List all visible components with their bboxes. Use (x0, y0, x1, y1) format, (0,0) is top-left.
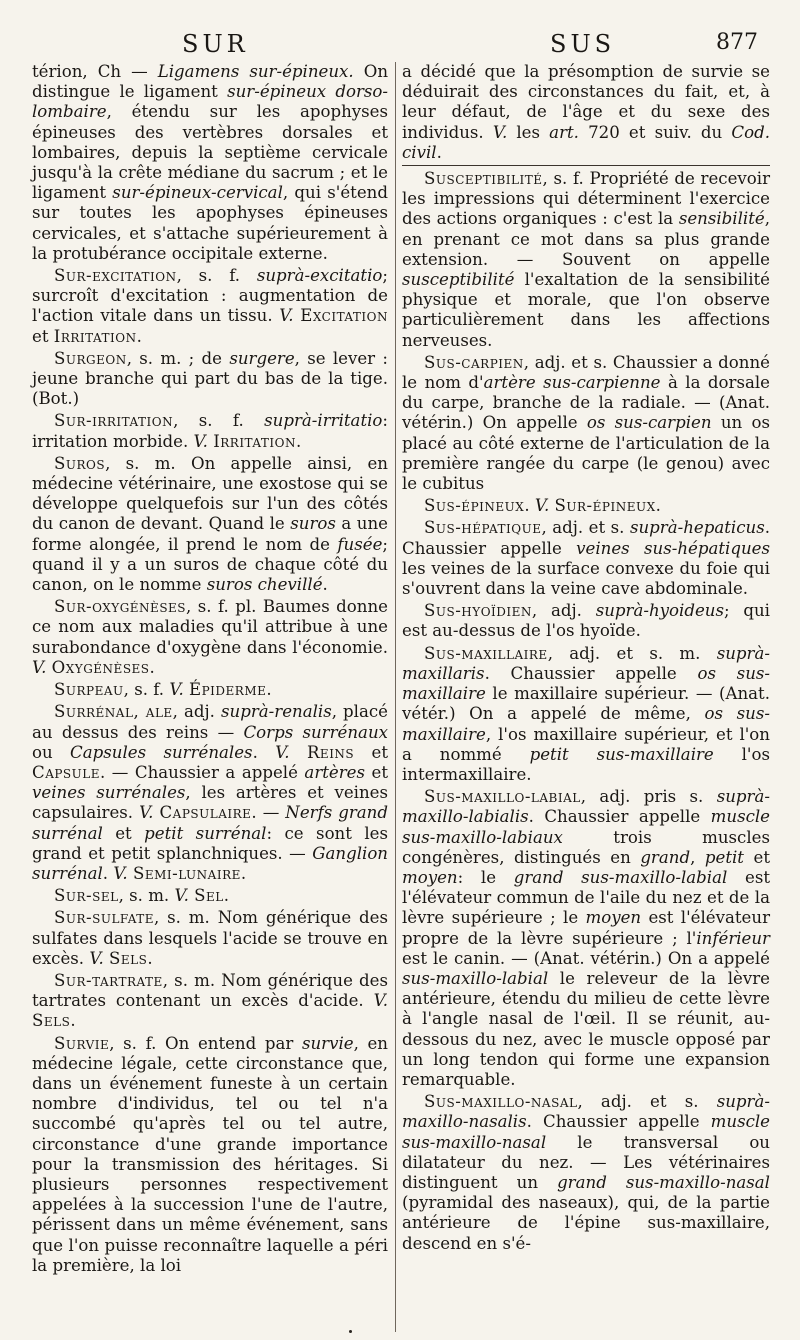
entry-headword: Irritation (213, 431, 296, 451)
italic-term: V. (534, 496, 550, 516)
dictionary-entry (402, 787, 770, 1090)
entry-headword: Sur-sel (54, 886, 119, 906)
entry-headword: Surgeon (54, 348, 127, 368)
entry-headword: Sus-hépatique (424, 518, 542, 538)
entry-text: , s. f. pl. Baumes donne ce nom aux maladies qu'il attribue à une surabondance d'oxygène dans l'économie. (32, 597, 388, 657)
entry-text: , en prenant ce mot dans sa plus grande extension. — Souvent on appelle (402, 209, 770, 269)
italic-term: V. (169, 680, 184, 700)
entry-text: et (32, 326, 54, 346)
entry-text: , s. m. On appelle ainsi, en médecine vétérinaire, une exostose qui se développe quelquefois sur l'un des côtés du canon de devant. Quand le (32, 453, 388, 534)
running-header (0, 30, 800, 60)
entry-text: . (136, 326, 142, 346)
right-column (402, 62, 770, 1256)
entry-text: . (655, 496, 661, 516)
entry-headword: Capsule (32, 762, 100, 782)
italic-term: artère sus-carpienne (483, 373, 661, 393)
dictionary-entry (32, 597, 388, 678)
italic-term: suprà-maxillaris (402, 643, 770, 683)
entry-headword: Épiderme (189, 680, 267, 700)
italic-term: Ligamens sur-épineux. (157, 62, 354, 81)
italic-term: V. (492, 122, 508, 142)
entry-text: , qui s'étend sur toutes les apophyses épineuses cervicales, et s'attache supérieurement à la protubérance occipitale externe. (32, 183, 388, 263)
entry-text: , s. f. Propriété de recevoir les impressions qui déterminent l'exercice des actions organiques : c'est la (402, 169, 770, 229)
entry-text: : le (457, 867, 514, 887)
header-left-word: SUR (182, 30, 249, 58)
entry-text: ; surcroît d'excitation : augmentation de l'action vitale dans un tissu. (32, 266, 388, 326)
entry-headword: Sur-tartrate (54, 970, 163, 990)
dictionary-entry (402, 169, 770, 351)
entry-headword: Sur-excitation (54, 266, 177, 286)
entry-text: . — Chaussier a appelé (100, 762, 305, 782)
entry-text: et (102, 823, 145, 843)
italic-term: grand sus-maxillo-nasal (557, 1172, 770, 1192)
italic-term: suros chevillé (206, 575, 323, 595)
entry-text: et (354, 742, 389, 762)
italic-term: muscle sus-maxillo-labiaux (402, 807, 770, 847)
italic-term: suprà-hyoideus (595, 601, 724, 621)
entry-text: . Chaussier appelle (526, 1112, 711, 1132)
entry-headword: Excitation (300, 306, 389, 326)
entry-headword: Survie (54, 1033, 110, 1053)
italic-term: moyen (585, 908, 642, 928)
entry-text: , s. f. (173, 411, 265, 431)
entry-text: , s. f. (176, 266, 257, 286)
italic-term: artères (304, 762, 366, 782)
entry-text: le transversal ou dilatateur du nez. — Les vétérinaires distinguent un (402, 1132, 770, 1192)
entry-headword: Sur-oxygénèses (54, 597, 187, 617)
italic-term: Corps surrénaux (243, 722, 388, 742)
entry-text: les (507, 122, 550, 142)
entry-headword: Sus-maxillo-nasal (424, 1092, 578, 1112)
dictionary-entry (402, 1092, 770, 1254)
entry-headword: Sur-irritation (54, 411, 174, 431)
entry-text: , s. m. (118, 886, 175, 906)
entry-headword: Sus-maxillaire (424, 643, 548, 663)
italic-term: suprà-hepaticus (629, 518, 765, 538)
entry-text: , adj. (531, 601, 596, 621)
italic-term: inférieur (696, 928, 770, 948)
entry-headword: Sus-carpien (424, 352, 524, 372)
dictionary-entry (32, 908, 388, 969)
italic-term: V. (89, 948, 104, 968)
italic-term: suprà-excitatio (256, 266, 383, 286)
entry-text: . (266, 680, 272, 700)
italic-term: suros (290, 514, 336, 534)
entry-text: ou (32, 742, 71, 762)
entry-text: . (102, 863, 114, 883)
entry-headword: Capsulaire (159, 803, 252, 823)
entry-text: (pyramidal des naseaux), qui, de la partie antérieure de l'épine sus-maxillaire, descend en s'é- (402, 1193, 770, 1253)
entry-text: : ce sont les grand et petit splanchniques. — (32, 823, 388, 863)
italic-term: veines sus-hépatiques (576, 538, 770, 558)
entry-text: le releveur de la lèvre antérieure, étendu du milieu de cette lèvre à l'angle nasal de l'œil. Il se réunit, au-dessous du nez, avec le muscle opposé par un long tendon qui forme une expansion remarquable. (402, 968, 770, 1089)
entry-separator-rule (402, 165, 770, 166)
entry-text: , adj. et s. m. (547, 643, 717, 663)
italic-term: sus-maxillo-labial (402, 968, 549, 988)
italic-term: V. (193, 431, 208, 451)
dictionary-entry (402, 353, 770, 494)
entry-text: est le canin. — (Anat. vétérin.) On a appelé (402, 948, 770, 968)
italic-term: petit (704, 847, 744, 867)
italic-term: suprà-renalis (221, 702, 332, 722)
entry-text: trois muscles congénères, distingués en (402, 827, 770, 867)
italic-term: suprà-maxillo-nasalis (402, 1092, 770, 1132)
entry-text: . (524, 496, 535, 516)
dictionary-entry (32, 680, 388, 700)
dictionary-entry (32, 702, 388, 884)
italic-term: petit surrénal (144, 823, 267, 843)
dictionary-entry (32, 971, 388, 1032)
italic-term: grand sus-maxillo-labial (513, 867, 728, 887)
entry-text: les veines de la surface convexe du foie qui s'ouvrent dans la veine cave abdominale. (402, 558, 770, 599)
entry-text: ; qui est au-dessus de l'os hyoïde. (402, 601, 770, 641)
dictionary-entry (402, 601, 770, 641)
column-divider (395, 62, 396, 1332)
entry-text: est l'élévateur commun de l'aile du nez et de la lèvre supérieure ; le (402, 867, 770, 928)
italic-term: V. (113, 863, 128, 883)
entry-headword: Sur-sulfate (54, 908, 154, 928)
entry-text: . Chaussier appelle (402, 518, 770, 558)
entry-text: . (436, 142, 442, 162)
entry-text: et (743, 847, 770, 867)
dictionary-entry (402, 62, 770, 163)
italic-term: sur-épineux-cervical (112, 183, 283, 203)
entry-headword: Surpeau (54, 680, 124, 700)
entry-text: ; quand il y a un suros de chaque côté du canon, on le nomme (32, 534, 388, 595)
page-number: 877 (716, 30, 758, 55)
entry-text: térion, Ch — (32, 62, 158, 81)
italic-term: V. (139, 803, 154, 823)
entry-text: , s. m. Nom générique des sulfates dans lesquels l'acide se trouve en excès. (32, 908, 388, 968)
entry-headword: Sels (32, 1011, 71, 1031)
italic-term: Ganglion surrénal (32, 843, 388, 883)
entry-text: , les artères et veines capsulaires. (32, 783, 388, 823)
header-right-word: SUS (550, 30, 616, 58)
entry-text: . (322, 575, 328, 595)
italic-term: veines surrénales (32, 783, 186, 803)
italic-term: susceptibilité (402, 270, 515, 290)
entry-text: , se lever : jeune branche qui part du bas de la tige. (Bot.) (32, 348, 389, 409)
dictionary-entry (32, 266, 388, 347)
entry-text: , adj. pris s. (580, 787, 717, 807)
entry-text: à la dorsale du carpe, branche de la radiale. — (Anat. vétérin.) On appelle (402, 373, 771, 433)
entry-headword: Oxygénèses (51, 657, 150, 677)
italic-term: sur-épineux dorso-lombaire (32, 82, 388, 122)
entry-text: , en médecine légale, cette circonstance que, dans un événement funeste à un certain nombre d'individus, tel ou tel n'a succombé qu'après tel ou tel autre, circonstance d'une grande importance pour la transmission des héritages. Si plusieurs personnes respectivement appelées à la succession l'une de l'autre, périssent dans un même événement, sans que l'on puisse reconnaître laquelle a péri la première, la loi (32, 1033, 388, 1275)
entry-text: le maxillaire supérieur. — (Anat. vétér.) On a appelé de même, (402, 684, 770, 724)
italic-term: suprà-irritatio (264, 411, 383, 431)
entry-text: 720 et suiv. du (578, 122, 732, 142)
dictionary-entry (402, 496, 770, 516)
entry-text: . — (251, 803, 286, 823)
dictionary-entry (402, 644, 770, 785)
dictionary-entry (32, 1034, 388, 1276)
dictionary-entry (402, 518, 770, 599)
italic-term: sensibilité (678, 209, 765, 229)
entry-headword: Sus-maxillo-labial (424, 787, 581, 807)
italic-term: Nerfs grand surrénal (32, 803, 388, 843)
entry-text: , adj. et s. Chaussier a donné le nom d' (402, 352, 770, 393)
entry-text: . (296, 431, 302, 451)
italic-term: V. (275, 742, 290, 762)
entry-text: a une forme alongée, il prend le nom de (32, 514, 388, 554)
italic-term: Capsules surrénales (70, 742, 253, 762)
italic-term: petit sus-maxillaire (529, 744, 714, 764)
entry-headword: Irritation (53, 326, 137, 346)
entry-headword: Semi-lunaire (132, 863, 241, 883)
italic-term: survie (301, 1033, 354, 1053)
entry-text: et (365, 762, 389, 782)
italic-term: Cod. civil (402, 122, 770, 162)
italic-term: V. (174, 886, 189, 906)
dictionary-entry (32, 349, 388, 410)
entry-headword: Sel (194, 886, 224, 906)
entry-headword: Susceptibilité (424, 169, 543, 189)
entry-headword: Sus-épineux (424, 496, 525, 516)
entry-text: , (690, 847, 705, 867)
entry-text: . (252, 742, 276, 762)
entry-text: . (70, 1011, 76, 1031)
entry-text: , adj. et s. (541, 518, 630, 538)
italic-term: art. (549, 122, 579, 142)
entry-text: . (240, 863, 247, 883)
entry-text: . (149, 657, 155, 677)
entry-headword: Surrénal, ale (54, 702, 173, 722)
entry-text: . (147, 948, 153, 968)
entry-text: , s. m. Nom générique des tartrates contenant un excès d'acide. (32, 970, 388, 1011)
italic-term: muscle sus-maxillo-nasal (402, 1112, 770, 1152)
entry-text: l'os intermaxillaire. (402, 744, 770, 784)
entry-text: , étendu sur les apophyses épineuses des vertèbres dorsales et lombaires, depuis la septième cervicale jusqu'à la crête médiane du sacrum ; et le ligament (32, 102, 388, 203)
left-column (32, 62, 388, 1278)
entry-text: , s. f. (123, 680, 170, 700)
italic-term: os sus-maxillaire (402, 663, 771, 704)
italic-term: os sus-carpien (586, 413, 712, 433)
entry-text: a décidé que la présomption de survie se déduirait des circonstances du fait, et, à leur défaut, de l'âge et du sexe des individus. (402, 62, 770, 142)
entry-text: . (223, 886, 230, 906)
entry-headword: Suros (54, 453, 106, 473)
entry-text: , s. f. On entend par (109, 1033, 302, 1053)
entry-text: l'exaltation de la sensibilité physique et morale, que l'on observe particulièrement dans les affections nerveuses. (402, 270, 770, 350)
entry-headword: Sus-hyoïdien (424, 601, 532, 621)
italic-term: surgere (229, 348, 295, 368)
entry-headword: Reins (306, 742, 355, 762)
print-speck (349, 1330, 352, 1333)
dictionary-entry (32, 411, 388, 451)
entry-text: , adj. et s. (577, 1092, 717, 1112)
entry-text: . Chaussier appelle (484, 663, 698, 683)
entry-text: : irritation morbide. (32, 411, 388, 451)
dictionary-entry (32, 454, 388, 595)
italic-term: fusée (337, 534, 383, 554)
entry-text: , adj. (172, 702, 221, 722)
entry-text: un os placé au côté externe de l'articulation de la première rangée du carpe (le genou) avec le cubitus (402, 413, 770, 494)
entry-headword: Sur-épineux (554, 496, 656, 516)
entry-text: est l'élévateur propre de la lèvre supérieure ; l' (402, 908, 770, 948)
dictionary-entry (32, 886, 388, 906)
entry-text: , l'os maxillaire supérieur, et l'on a nommé (402, 724, 770, 764)
italic-term: suprà-maxillo-labialis (402, 787, 770, 827)
entry-text: On distingue le ligament (32, 62, 389, 102)
entry-text: , s. m. ; de (126, 348, 230, 368)
italic-term: V. (279, 306, 294, 326)
entry-text: , placé au dessus des reins — (32, 702, 388, 742)
entry-text (290, 743, 307, 762)
italic-term: grand (640, 847, 691, 867)
entry-text: . Chaussier appelle (528, 807, 711, 827)
entry-headword: Sels (109, 948, 148, 968)
italic-term: moyen (402, 867, 458, 887)
dictionary-entry (32, 62, 388, 264)
italic-term: V. (32, 657, 47, 677)
italic-term: os sus-maxillaire (402, 704, 770, 744)
italic-term: V. (373, 991, 388, 1011)
